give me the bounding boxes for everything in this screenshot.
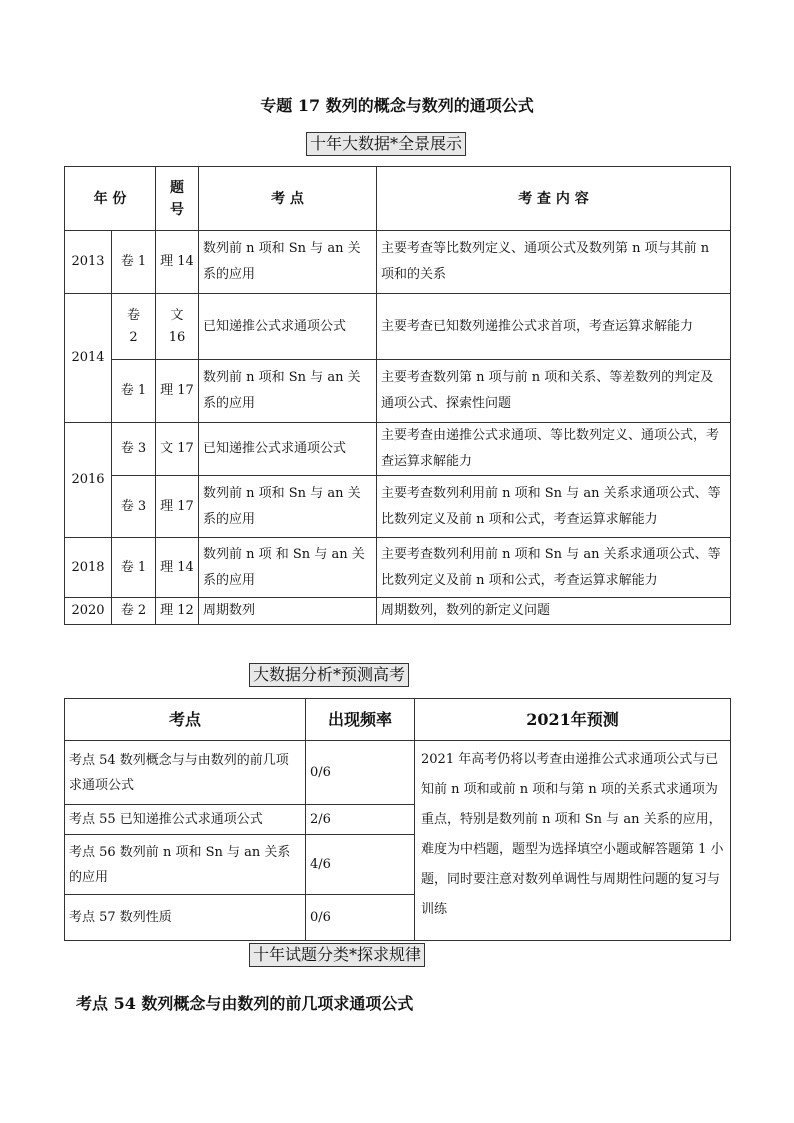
row-question: 理 14	[156, 231, 199, 294]
row-year: 2013	[65, 231, 112, 294]
table-header-row	[65, 699, 731, 741]
row-content: 主要考查已知数列递推公式求首项，考查运算求解能力	[377, 294, 731, 360]
row-kaodian: 考点 56 数列前 n 项和 Sn 与 an 关系的应用	[65, 835, 306, 895]
row-kaodian: 周期数列	[199, 598, 377, 625]
header-kaodian: 考 点	[199, 167, 377, 231]
row-question: 理 12	[156, 598, 199, 625]
table-row	[65, 231, 731, 294]
page-title: 专题 17 数列的概念与数列的通项公式	[260, 96, 534, 115]
row-kaodian: 数列前 n 项和 Sn 与 an 关系的应用	[199, 360, 377, 423]
row-content: 主要考查数列第 n 项与前 n 项和关系、等差数列的判定及通项公式、探索性问题	[377, 360, 731, 423]
row-year: 2018	[65, 538, 112, 598]
row-kaodian: 数列前 n 项和 Sn 与 an 关系的应用	[199, 231, 377, 294]
row-content: 主要考查由递推公式求通项、等比数列定义、通项公式，考查运算求解能力	[377, 423, 731, 476]
table-row	[65, 598, 731, 625]
table-row	[65, 423, 731, 476]
row-year: 2016	[65, 423, 112, 538]
row-content: 主要考查数列利用前 n 项和 Sn 与 an 关系求通项公式、等比数列定义及前 n 项和公式，考查运算求解能力	[377, 538, 731, 598]
row-paper: 卷 1	[112, 538, 156, 598]
header-kaodian: 考点	[65, 699, 306, 741]
table-row	[65, 360, 731, 423]
row-frequency: 0/6	[306, 895, 415, 941]
table-row	[65, 538, 731, 598]
banner-ten-year-data: 十年大数据*全景展示	[306, 132, 466, 156]
row-paper: 卷 2	[112, 598, 156, 625]
row-paper: 卷 3	[112, 476, 156, 538]
row-kaodian: 已知递推公式求通项公式	[199, 294, 377, 360]
row-kaodian: 考点 55 已知递推公式求通项公式	[65, 805, 306, 835]
row-paper: 卷 1	[112, 231, 156, 294]
row-kaodian: 已知递推公式求通项公式	[199, 423, 377, 476]
table-row	[65, 476, 731, 538]
row-question: 理 14	[156, 538, 199, 598]
prediction-table	[64, 698, 731, 941]
row-paper: 卷 3	[112, 423, 156, 476]
row-paper: 卷 2	[112, 294, 156, 360]
row-question: 理 17	[156, 360, 199, 423]
row-year: 2020	[65, 598, 112, 625]
row-content: 主要考查等比数列定义、通项公式及数列第 n 项与其前 n 项和的关系	[377, 231, 731, 294]
row-kaodian: 数列前 n 项和 Sn 与 an 关系的应用	[199, 476, 377, 538]
row-content: 主要考查数列利用前 n 项和 Sn 与 an 关系求通项公式、等比数列定义及前 n 项和公式，考查运算求解能力	[377, 476, 731, 538]
header-prediction: 2021年预测	[415, 699, 731, 741]
header-year: 年 份	[65, 167, 156, 231]
row-question: 文 16	[156, 294, 199, 360]
prediction-text: 2021 年高考仍将以考查由递推公式求通项公式与已知前 n 项和或前 n 项和与第 n 项的关系式求通项为重点，特别是数列前 n 项和 Sn 与 an 关系的应用，难度为中档题，题型为选择填空小题或解答题第 1 小题，同时要注意对数列单调性与周期性问题的复习与训练	[415, 741, 731, 941]
row-kaodian: 考点 57 数列性质	[65, 895, 306, 941]
row-frequency: 2/6	[306, 805, 415, 835]
header-question-number: 题 号	[156, 167, 199, 231]
table-row	[65, 741, 731, 805]
banner-big-data-analysis: 大数据分析*预测高考	[249, 663, 409, 687]
row-kaodian: 考点 54 数列概念与与由数列的前几项求通项公式	[65, 741, 306, 805]
row-question: 理 17	[156, 476, 199, 538]
row-paper: 卷 1	[112, 360, 156, 423]
row-year: 2014	[65, 294, 112, 423]
row-frequency: 0/6	[306, 741, 415, 805]
row-kaodian: 数列前 n 项 和 Sn 与 an 关系的应用	[199, 538, 377, 598]
header-content: 考 查 内 容	[377, 167, 731, 231]
banner-ten-year-questions: 十年试题分类*探求规律	[249, 943, 425, 967]
header-frequency: 出现频率	[306, 699, 415, 741]
row-question: 文 17	[156, 423, 199, 476]
table-row	[65, 294, 731, 360]
row-frequency: 4/6	[306, 835, 415, 895]
row-content: 周期数列，数列的新定义问题	[377, 598, 731, 625]
section-heading: 考点 54 数列概念与由数列的前几项求通项公式	[76, 994, 414, 1013]
exam-history-table	[64, 166, 731, 625]
table-header-row	[65, 167, 731, 231]
